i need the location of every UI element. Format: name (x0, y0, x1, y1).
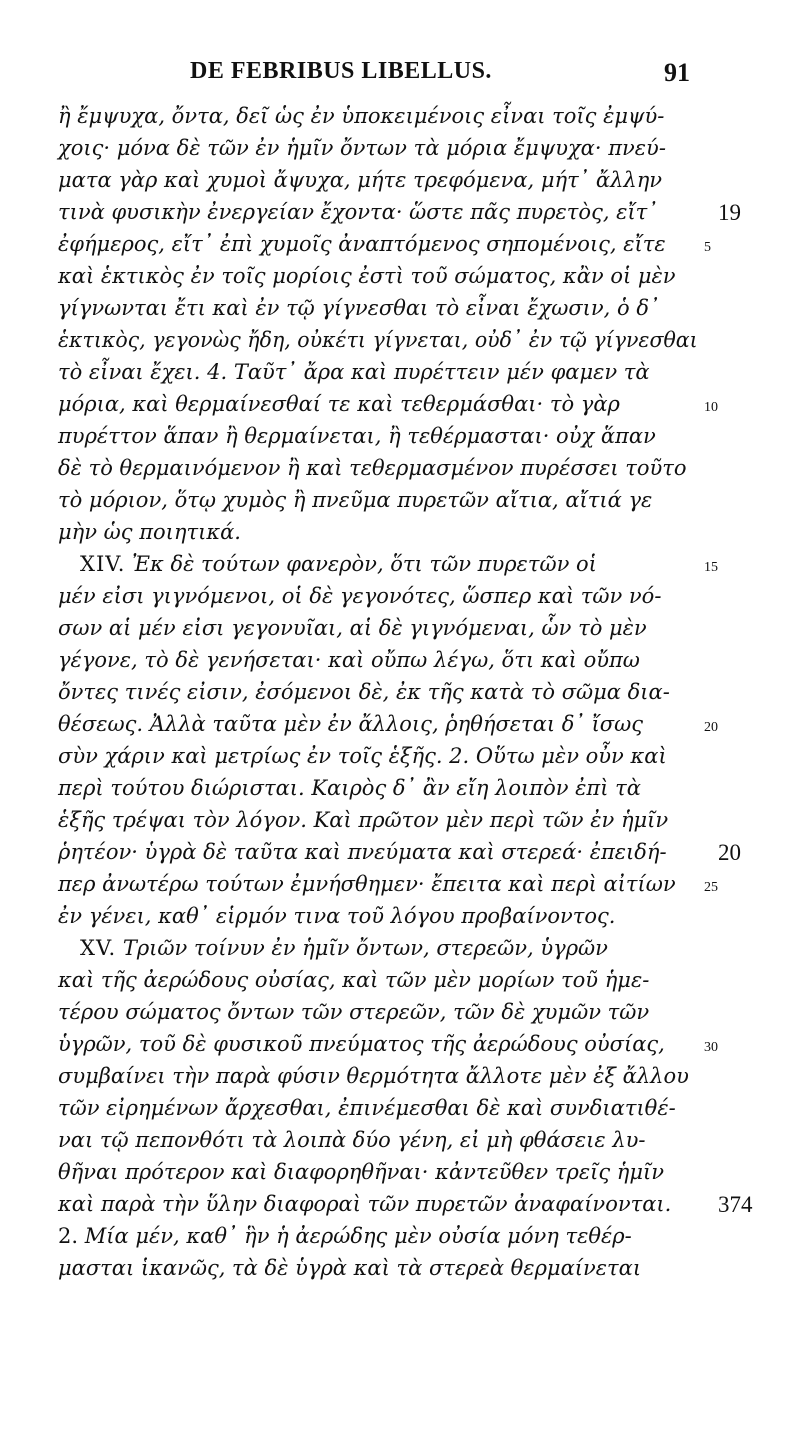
margin-line-number: 15 (704, 560, 718, 575)
text-line: τὸ μόριον, ὅτῳ χυμὸς ἢ πνεῦμα πυρετῶν αἴτια, αἴτιά γε (58, 488, 653, 512)
text-line: ὄντες τινές εἰσιν, ἐσόμενοι δὲ, ἐκ τῆς κατὰ τὸ σῶμα δια- (58, 680, 670, 704)
text-line: ἑξῆς τρέψαι τὸν λόγον. Καὶ πρῶτον μὲν περὶ τῶν ἐν ἡμῖν (58, 808, 669, 832)
text-line: περὶ τούτου διώρισται. Καιρὸς δ᾽ ἂν εἴη λοιπὸν ἐπὶ τὰ (58, 776, 641, 800)
text-line: πυρέττον ἅπαν ἢ θερμαίνεται, ἢ τεθέρμασται· οὐχ ἅπαν (58, 424, 656, 448)
text-line: σων αἱ μέν εἰσι γεγονυῖαι, αἱ δὲ γιγνόμεναι, ὧν τὸ μὲν (58, 616, 647, 640)
text-line: χοις· μόνα δὲ τῶν ἐν ἡμῖν ὄντων τὰ μόρια ἔμψυχα· πνεύ- (58, 136, 666, 160)
margin-line-number: 10 (704, 400, 718, 415)
text-line: συμβαίνει τὴν παρὰ φύσιν θερμότητα ἄλλοτε μὲν ἐξ ἄλλου (58, 1064, 689, 1088)
text-line: ἐφήμερος, εἴτ᾽ ἐπὶ χυμοῖς ἀναπτόμενος σηπομένοις, εἴτε (58, 232, 666, 256)
text-line: μέν εἰσι γιγνόμενοι, οἱ δὲ γεγονότες, ὥσπερ καὶ τῶν νό- (58, 584, 662, 608)
section-heading-line: XV. Τριῶν τοίνυν ἐν ἡμῖν ὄντων, στερεῶν, ὑγρῶν (80, 936, 608, 960)
text-line: μασται ἱκανῶς, τὰ δὲ ὑγρὰ καὶ τὰ στερεὰ θερμαίνεται (58, 1256, 642, 1280)
margin-page-ref: 19 (718, 200, 741, 225)
text-line: περ ἀνωτέρω τούτων ἐμνήσθημεν· ἔπειτα καὶ περὶ αἰτίων (58, 872, 676, 896)
text-line: ῥητέον· ὑγρὰ δὲ ταῦτα καὶ πνεύματα καὶ στερεά· ἐπειδή- (58, 840, 667, 864)
text-line: 2. Μία μέν, καθ᾽ ἣν ἡ ἀερώδης μὲν οὐσία μόνη τεθέρ- (58, 1224, 632, 1248)
text-line: θέσεως. Ἀλλὰ ταῦτα μὲν ἐν ἄλλοις, ῥηθήσεται δ᾽ ἴσως (58, 712, 644, 736)
text-line: ἢ ἔμψυχα, ὄντα, δεῖ ὡς ἐν ὑποκειμένοις εἶναι τοῖς ἐμψύ- (58, 104, 665, 128)
text-line: ναι τῷ πεπονθότι τὰ λοιπὰ δύο γένη, εἰ μὴ φθάσειε λυ- (58, 1128, 646, 1152)
text-line: τέρου σώματος ὄντων τῶν στερεῶν, τῶν δὲ χυμῶν τῶν (58, 1000, 650, 1024)
margin-line-number: 25 (704, 880, 718, 895)
text-line: ὑγρῶν, τοῦ δὲ φυσικοῦ πνεύματος τῆς ἀερώδους οὐσίας, (58, 1032, 665, 1056)
text-line: καὶ παρὰ τὴν ὕλην διαφοραὶ τῶν πυρετῶν ἀναφαίνονται. (58, 1192, 672, 1216)
text-line: γίγνωνται ἔτι καὶ ἐν τῷ γίγνεσθαι τὸ εἶναι ἔχωσιν, ὁ δ᾽ (58, 296, 660, 320)
margin-line-number: 20 (704, 720, 718, 735)
text-line: ματα γὰρ καὶ χυμοὶ ἄψυχα, μήτε τρεφόμενα, μήτ᾽ ἄλλην (58, 168, 663, 192)
margin-page-ref: 374 (718, 1192, 753, 1217)
text-line: σὺν χάριν καὶ μετρίως ἐν τοῖς ἑξῆς. 2. Οὕτω μὲν οὖν καὶ (58, 744, 667, 768)
text-line: μὴν ὡς ποιητικά. (58, 520, 241, 544)
margin-page-ref: 20 (718, 840, 741, 865)
text-line: γέγονε, τὸ δὲ γενήσεται· καὶ οὔπω λέγω, ὅτι καὶ οὔπω (58, 648, 640, 672)
text-line: θῆναι πρότερον καὶ διαφορηθῆναι· κἀντεῦθεν τρεῖς ἡμῖν (58, 1160, 664, 1184)
margin-line-number: 5 (704, 240, 711, 255)
margin-line-number: 30 (704, 1040, 718, 1055)
text-line: ἐν γένει, καθ᾽ εἱρμόν τινα τοῦ λόγου προβαίνοντος. (58, 904, 616, 928)
text-line: ἑκτικὸς, γεγονὼς ἤδη, οὐκέτι γίγνεται, οὐδ᾽ ἐν τῷ γίγνεσθαι (58, 328, 698, 352)
section-number: XIV. (80, 552, 126, 576)
text-line: δὲ τὸ θερμαινόμενον ἢ καὶ τεθερμασμένον πυρέσσει τοῦτο (58, 456, 687, 480)
text-line: μόρια, καὶ θερμαίνεσθαί τε καὶ τεθερμάσθαι· τὸ γὰρ (58, 392, 620, 416)
section-heading-line: XIV. Ἐκ δὲ τούτων φανερὸν, ὅτι τῶν πυρετῶν οἱ (80, 552, 597, 576)
text-line: καὶ ἑκτικὸς ἐν τοῖς μορίοις ἐστὶ τοῦ σώματος, κἂν οἱ μὲν (58, 264, 676, 288)
text-line: τῶν εἰρημένων ἄρχεσθαι, ἐπινέμεσθαι δὲ καὶ συνδιατιθέ- (58, 1096, 676, 1120)
text-line: τὸ εἶναι ἔχει. 4. Ταῦτ᾽ ἄρα καὶ πυρέττειν μέν φαμεν τὰ (58, 360, 650, 384)
page-number: 91 (664, 58, 690, 87)
section-number: XV. (80, 936, 117, 960)
running-title: DE FEBRIBUS LIBELLUS. (190, 58, 492, 84)
text-line: τινὰ φυσικὴν ἐνεργείαν ἔχοντα· ὥστε πᾶς πυρετὸς, εἴτ᾽ (58, 200, 658, 224)
paragraph-number: 2. (58, 1224, 79, 1248)
text-line: καὶ τῆς ἀερώδους οὐσίας, καὶ τῶν μὲν μορίων τοῦ ἡμε- (58, 968, 650, 992)
running-head (0, 58, 800, 90)
